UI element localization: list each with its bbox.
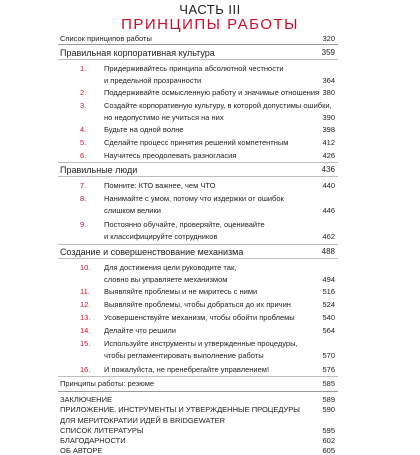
- toc-page-number: 436: [321, 165, 335, 174]
- principle-number: 10.: [80, 263, 91, 272]
- part-title: ПРИНЦИПЫ РАБОТЫ: [121, 16, 299, 33]
- section-title: Создание и совершенствование механизма: [60, 247, 244, 257]
- toc-page-number: 398: [322, 125, 335, 134]
- section-title: Правильные люди: [60, 165, 138, 175]
- section-divider: [58, 258, 338, 259]
- toc-page-number: 540: [322, 313, 335, 322]
- principle-title: Используйте инструменты и утвержденные процедуры, чтобы регламентировать выполнение работы: [104, 339, 298, 360]
- toc-page-number: 564: [322, 326, 335, 335]
- back-matter-title: ПРИЛОЖЕНИЕ. ИНСТРУМЕНТЫ И УТВЕРЖДЕННЫЕ ПРОЦЕДУРЫ ДЛЯ МЕРИТОКРАТИИ ИДЕЙ В BRIDGEWATER: [60, 405, 300, 425]
- toc-page-number: 359: [321, 48, 335, 57]
- toc-page-number: 516: [322, 287, 335, 296]
- principle-title: Для достижения цели руководите так, словно вы управляете механизмом: [104, 263, 237, 284]
- principle-title: Делайте что решили: [104, 326, 176, 335]
- principle-number: 12.: [80, 300, 91, 309]
- toc-page-number: 605: [322, 446, 335, 455]
- principle-title: Постоянно обучайте, проверяйте, оценивайте и классифицируйте сотрудников: [104, 220, 265, 241]
- principle-title: Будьте на одной волне: [104, 125, 184, 134]
- back-matter-title: ОБ АВТОРЕ: [60, 446, 103, 455]
- principle-number: 16.: [80, 365, 91, 374]
- section-divider: [58, 44, 338, 45]
- toc-entry-title: Принципы работы: резюме: [60, 379, 155, 388]
- principle-title: Создайте корпоративную культуру, в которой допустимы ошибки, но недопустимо не учиться на них: [104, 101, 332, 122]
- toc-page-number: 524: [322, 300, 335, 309]
- section-divider: [58, 244, 338, 245]
- section-divider: [58, 59, 338, 60]
- toc-page-number: 390: [322, 113, 335, 122]
- principle-title: Научитесь преодолевать разногласия: [104, 151, 237, 160]
- toc-page-number: 364: [322, 76, 335, 85]
- principle-number: 15.: [80, 339, 91, 348]
- toc-page-number: 494: [322, 275, 335, 284]
- toc-page-number: 570: [322, 351, 335, 360]
- toc-page-number: 380: [322, 88, 335, 97]
- toc-page-number: 446: [322, 206, 335, 215]
- principle-number: 8.: [80, 194, 87, 203]
- section-divider: [58, 376, 338, 377]
- principle-title: И пожалуйста, не пренебрегайте управлением!: [104, 365, 270, 374]
- principle-title: Выявляйте проблемы, чтобы добраться до их причин: [104, 300, 291, 309]
- principle-number: 3.: [80, 101, 87, 110]
- toc-page-number: 585: [322, 379, 335, 388]
- section-title: Правильная корпоративная культура: [60, 48, 215, 58]
- principle-title: Помните: КТО важнее, чем ЧТО: [104, 181, 216, 190]
- toc-page-number: 320: [322, 34, 335, 43]
- section-divider: [58, 391, 338, 392]
- toc-page-number: 440: [322, 181, 335, 190]
- toc-page-number: 488: [321, 247, 335, 256]
- principle-title: Выявляйте проблемы и не миритесь с ними: [104, 287, 258, 296]
- toc-page-number: 595: [322, 426, 335, 435]
- principle-number: 11.: [80, 287, 90, 296]
- toc-page-number: 412: [322, 138, 335, 147]
- toc-page-number: 590: [322, 405, 335, 414]
- principle-number: 7.: [80, 181, 87, 190]
- principle-number: 1.: [80, 64, 87, 73]
- section-divider: [58, 162, 338, 163]
- principle-title: Усовершенствуйте механизм, чтобы обойти проблемы: [104, 313, 295, 322]
- principle-number: 5.: [80, 138, 87, 147]
- toc-entry-title: Список принципов работы: [60, 34, 152, 43]
- back-matter-title: СПИСОК ЛИТЕРАТУРЫ: [60, 426, 144, 435]
- section-divider: [58, 176, 338, 177]
- principle-number: 13.: [80, 313, 91, 322]
- principle-title: Сделайте процесс принятия решений компетентным: [104, 138, 289, 147]
- part-label: ЧАСТЬ III: [179, 2, 241, 17]
- principle-number: 2.: [80, 88, 87, 97]
- principle-title: Поддерживайте осмысленную работу и значимые отношения: [104, 88, 320, 97]
- principle-number: 6.: [80, 151, 87, 160]
- toc-page-number: 462: [322, 232, 335, 241]
- back-matter-title: БЛАГОДАРНОСТИ: [60, 436, 126, 445]
- toc-page-number: 426: [322, 151, 335, 160]
- principle-number: 9.: [80, 220, 87, 229]
- principle-number: 4.: [80, 125, 87, 134]
- principle-title: Придерживайтесь принципа абсолютной честности и предельной прозрачности: [104, 64, 284, 85]
- toc-page-number: 602: [322, 436, 335, 445]
- back-matter-title: ЗАКЛЮЧЕНИЕ: [60, 395, 112, 404]
- toc-page-number: 576: [322, 365, 335, 374]
- principle-number: 14.: [80, 326, 91, 335]
- toc-page-number: 589: [322, 395, 335, 404]
- principle-title: Нанимайте с умом, потому что издержки от ошибок слишком велики: [104, 194, 284, 215]
